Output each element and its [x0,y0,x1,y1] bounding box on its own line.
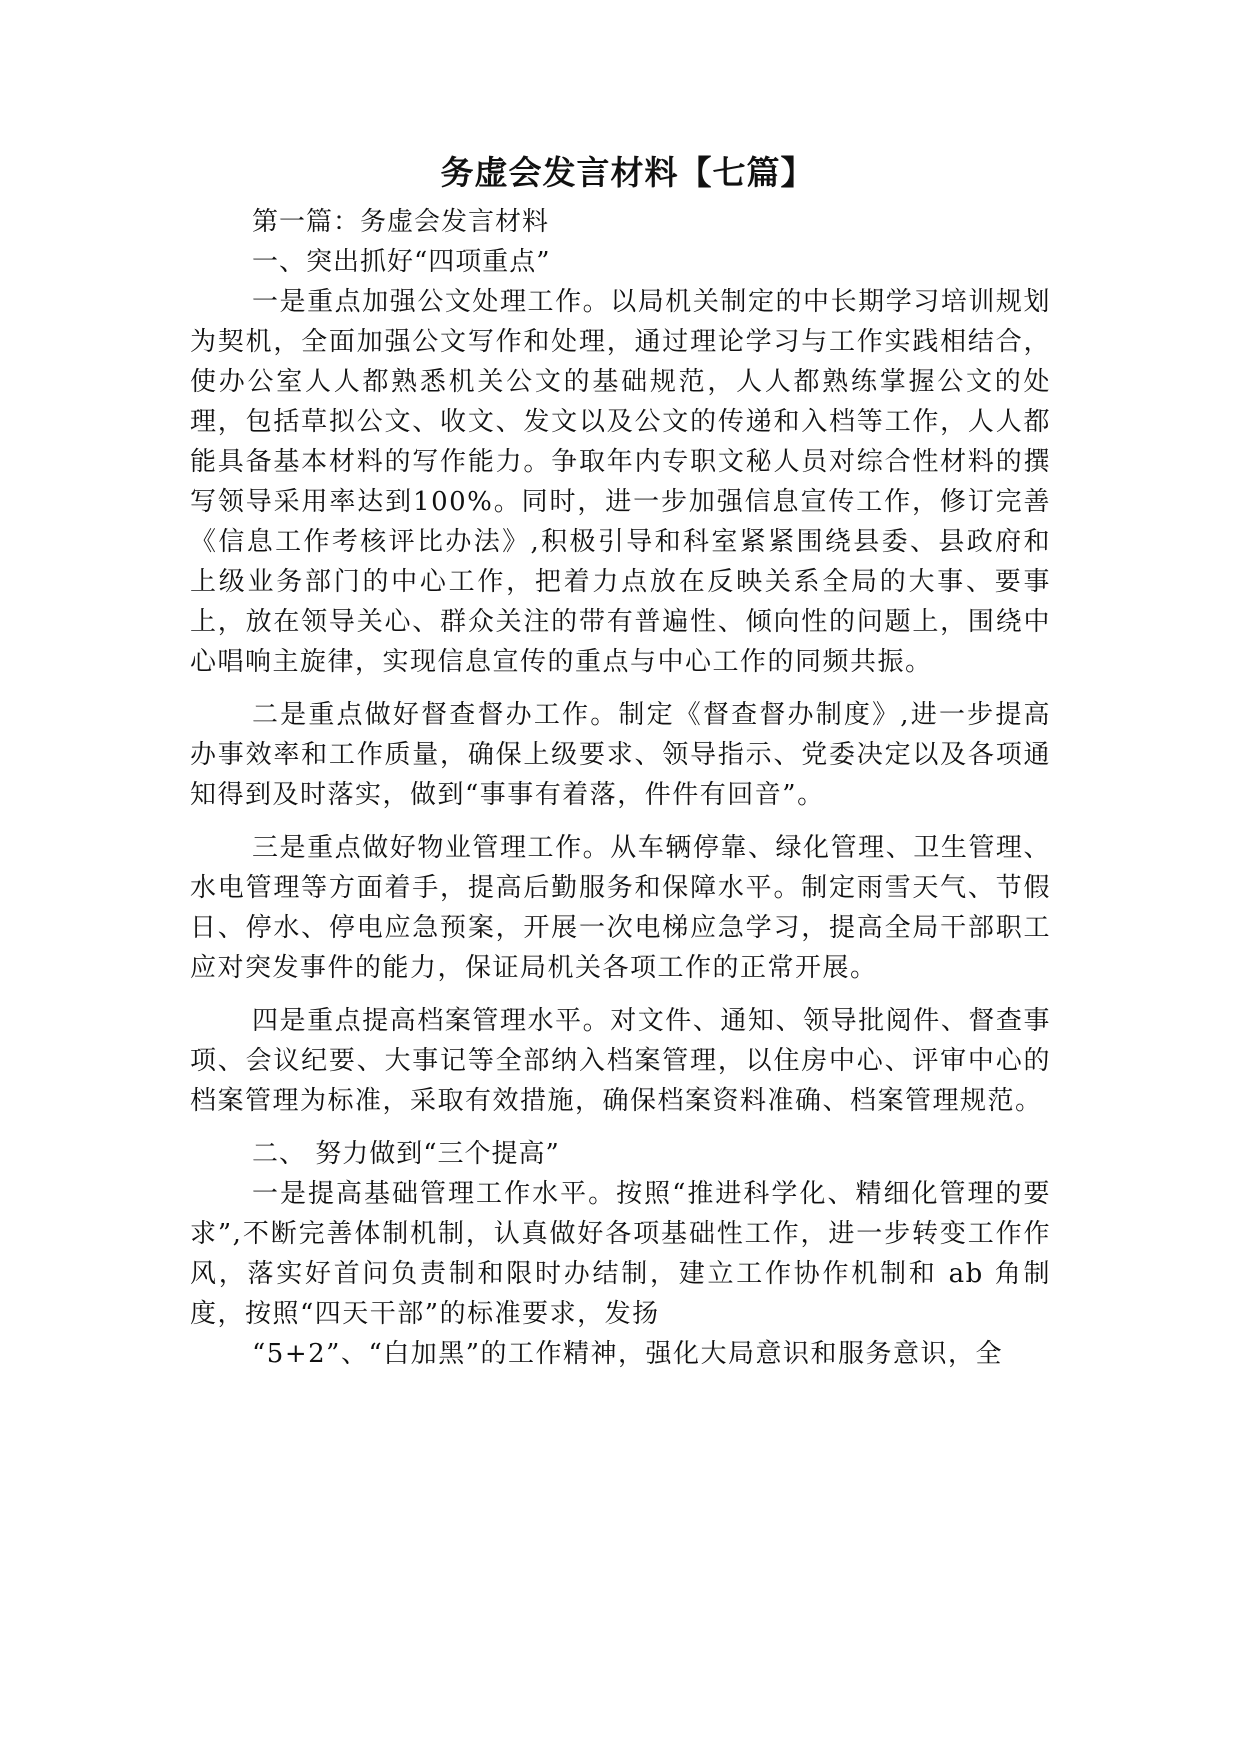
paragraph-supervision: 二是重点做好督查督办工作。制定《督查督办制度》,进一步提高办事效率和工作质量，确保上级要求、领导指示、党委决定以及各项通知得到及时落实，做到“事事有着落，件件有回音”。 [190,700,1051,810]
paragraph-continuation: “5+2”、“白加黑”的工作精神，强化大局意识和服务意识，全 [252,1339,1004,1369]
paragraph-basic-management: 一是提高基础管理工作水平。按照“推进科学化、精细化管理的要求”,不断完善体制机制，认真做好各项基础性工作，进一步转变工作作风，落实好首问负责制和限时办结制，建立工作协作机制和 ab 角制度，按照“四天干部”的标准要求，发扬 [190,1179,1051,1329]
document-body [190,150,1051,1374]
paragraph-official-documents: 一是重点加强公文处理工作。以局机关制定的中长期学习培训规划为契机，全面加强公文写作和处理，通过理论学习与工作实践相结合，使办公室人人都熟悉机关公文的基础规范，人人都熟练掌握公文的处理，包括草拟公文、收文、发文以及公文的传递和入档等工作，人人都能具备基本材料的写作能力。争取年内专职文秘人员对综合性材料的撰写领导采用率达到100%。同时，进一步加强信息宣传工作，修订完善《信息工作考核评比办法》,积极引导和科室紧紧围绕县委、县政府和上级业务部门的中心工作，把着力点放在反映关系全局的大事、要事上，放在领导关心、群众关注的带有普遍性、倾向性的问题上，围绕中心唱响主旋律，实现信息宣传的重点与中心工作的同频共振。 [190,287,1051,677]
section-heading-1: 一、突出抓好“四项重点” [252,247,551,277]
section-heading-2: 二、 努力做到“三个提高” [252,1139,560,1169]
paragraph-archives: 四是重点提高档案管理水平。对文件、通知、领导批阅件、督查事项、会议纪要、大事记等全部纳入档案管理，以住房中心、评审中心的档案管理为标准，采取有效措施，确保档案资料准确、档案管理规范。 [190,1006,1051,1116]
paragraph-property-management: 三是重点做好物业管理工作。从车辆停靠、绿化管理、卫生管理、水电管理等方面着手，提高后勤服务和保障水平。制定雨雪天气、节假日、停水、停电应急预案，开展一次电梯应急学习，提高全局干部职工应对突发事件的能力，保证局机关各项工作的正常开展。 [190,833,1051,983]
subtitle: 第一篇：务虚会发言材料 [252,207,550,237]
document-title: 务虚会发言材料【七篇】 [440,153,815,192]
